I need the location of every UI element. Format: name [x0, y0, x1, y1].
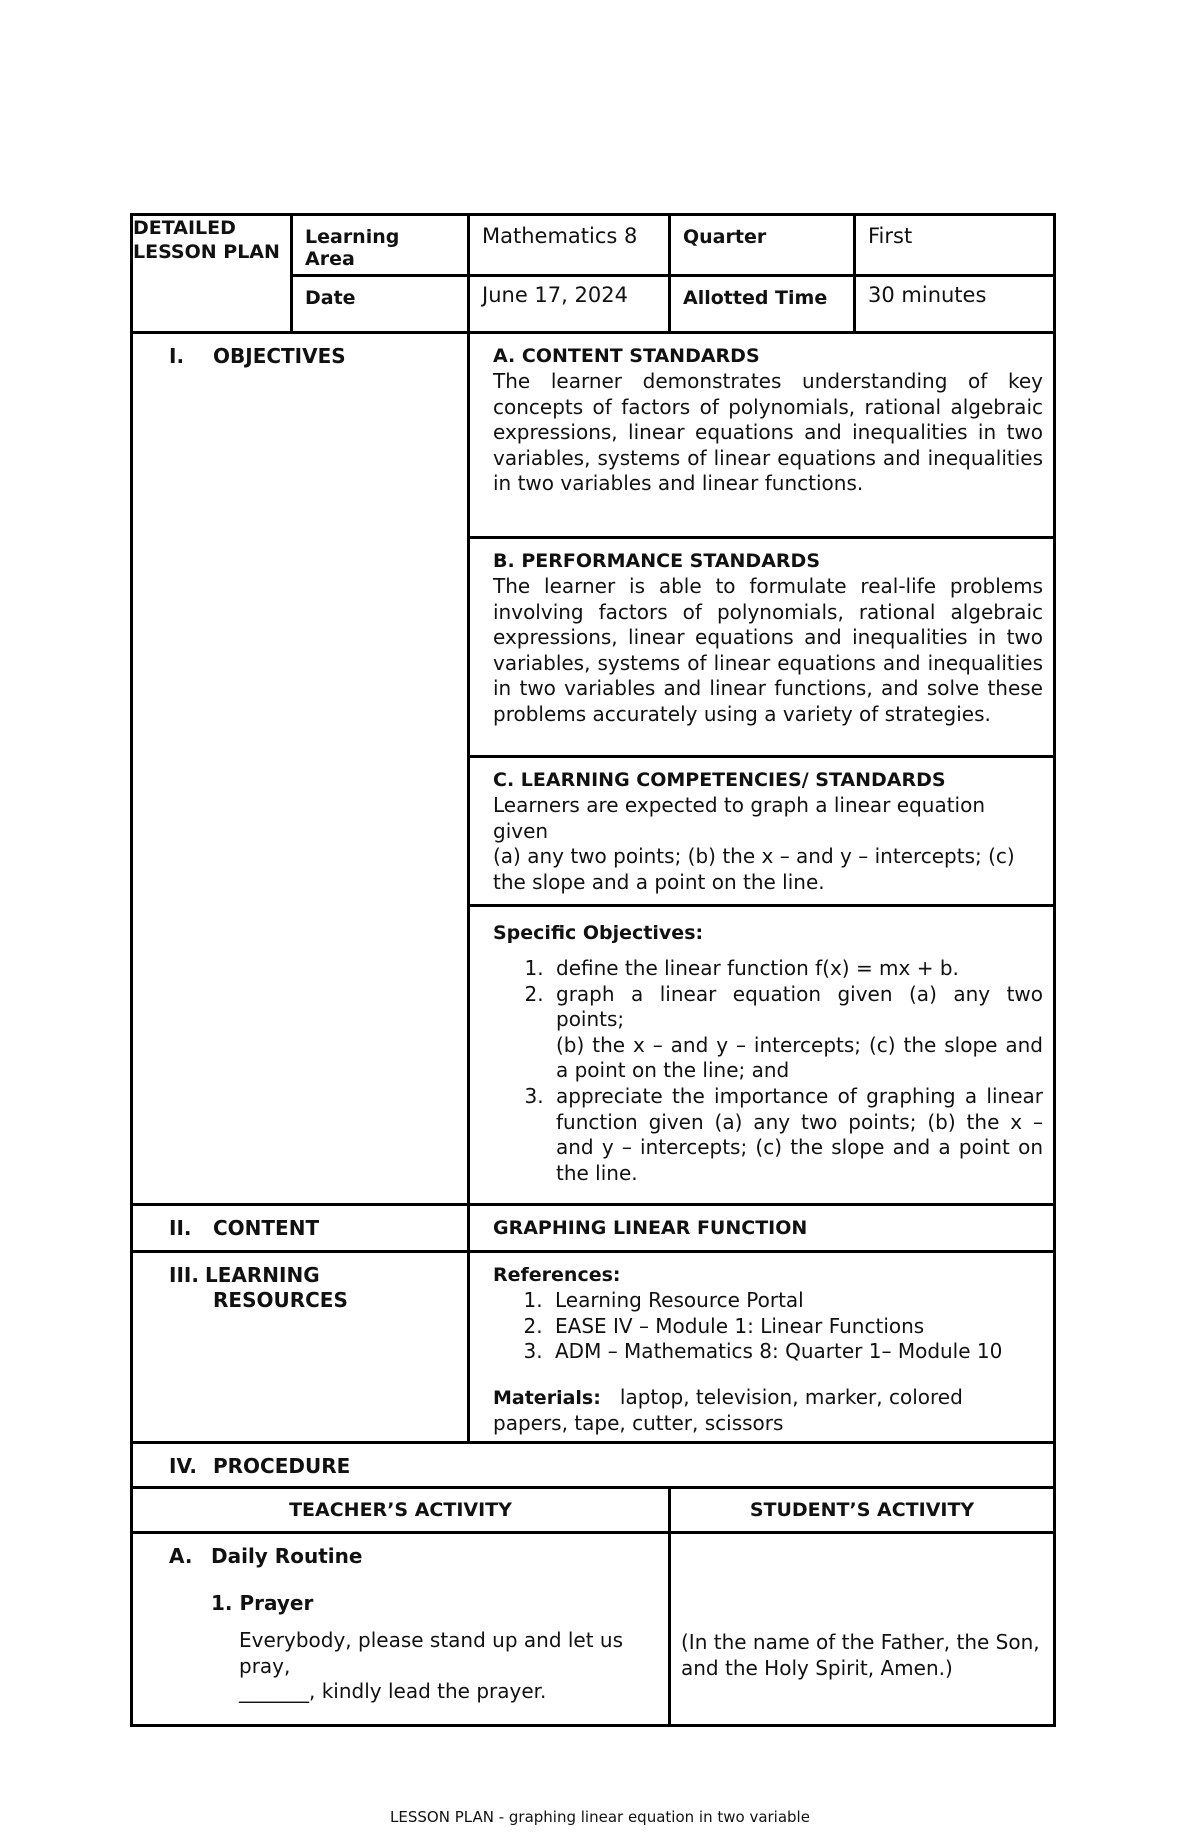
- list-item: 1. Learning Resource Portal: [549, 1288, 1043, 1314]
- prayer-heading: 1. Prayer: [211, 1590, 314, 1615]
- specific-objectives-list: [493, 956, 1043, 1186]
- performance-standards-title: B. PERFORMANCE STANDARDS: [493, 550, 820, 572]
- learning-area-label: Learning Area: [292, 215, 469, 276]
- list-item: 1. define the linear function f(x) = mx + b.: [550, 956, 1043, 982]
- competencies-line1: Learners are expected to graph a linear equation given: [493, 793, 986, 843]
- objectives-num: I.: [169, 344, 185, 368]
- competencies-cell: [469, 757, 1055, 906]
- content-label: CONTENT: [213, 1216, 320, 1240]
- quarter-label: Quarter: [670, 215, 855, 276]
- routine-num: A.: [169, 1543, 193, 1568]
- materials-label: Materials:: [493, 1386, 601, 1409]
- date-value: June 17, 2024: [469, 276, 670, 333]
- doc-type: DETAILED LESSON PLAN: [133, 217, 280, 263]
- date-label: Date: [292, 276, 469, 333]
- references-list: [493, 1288, 1043, 1365]
- page-footer: LESSON PLAN - graphing linear equation in two variable: [390, 1808, 810, 1826]
- specific-objectives-title: Specific Objectives:: [493, 922, 704, 944]
- objectives-label: OBJECTIVES: [213, 344, 346, 368]
- student-activity-heading: STUDENT’S ACTIVITY: [670, 1487, 1055, 1532]
- list-item: 3. appreciate the importance of graphing a linear function given (a) any two points; (b) the x – and y – intercepts; (c) the slope and a point on the line.: [550, 1084, 1043, 1186]
- materials: [493, 1385, 1043, 1437]
- performance-standards-text: The learner is able to formulate real-life problems involving factors of polynomials, rational algebraic expressions, linear equations and inequalities in two variables, systems of linear equations and inequalities in two variables and linear functions, and solve these problems accurately using a variety of strategies.: [493, 574, 1043, 726]
- references-title: References:: [493, 1264, 621, 1286]
- procedure-section-label: [132, 1442, 1055, 1487]
- content-standards-text: The learner demonstrates understanding of key concepts of factors of polynomials, rational algebraic expressions, linear equations and inequalities in two variables, systems of linear equations and inequalities in two variables and linear functions.: [493, 369, 1043, 496]
- prayer-teacher-line1: Everybody, please stand up and let us pray,: [239, 1627, 624, 1678]
- competencies-title: C. LEARNING COMPETENCIES/ STANDARDS: [493, 769, 946, 791]
- prayer-student-text: (In the name of the Father, the Son, and the Holy Spirit, Amen.): [681, 1629, 1040, 1680]
- procedure-num: IV.: [169, 1453, 197, 1478]
- quarter-value: First: [855, 215, 1055, 276]
- list-item: 2. graph a linear equation given (a) any two points; (b) the x – and y – intercepts; (c) the slope and a point on the line; and: [550, 982, 1043, 1084]
- prayer-teacher-text: [239, 1628, 658, 1705]
- resources-label-line2: RESOURCES: [213, 1288, 348, 1312]
- performance-standards-cell: [469, 538, 1055, 757]
- resources-label-line1: LEARNING: [205, 1263, 320, 1287]
- materials-text: laptop, television, marker, colored papers, tape, cutter, scissors: [493, 1384, 963, 1436]
- routine-label: Daily Routine: [211, 1543, 363, 1568]
- content-standards-cell: [469, 333, 1055, 538]
- resources-cell: [469, 1252, 1055, 1443]
- learning-area-value: Mathematics 8: [469, 215, 670, 276]
- daily-routine-heading: [169, 1544, 658, 1569]
- allotted-time-value: 30 minutes: [855, 276, 1055, 333]
- prayer-teacher-line2: _______, kindly lead the prayer.: [239, 1679, 547, 1704]
- list-item: 3. ADM – Mathematics 8: Quarter 1– Module 10: [549, 1339, 1043, 1365]
- content-value: GRAPHING LINEAR FUNCTION: [469, 1205, 1055, 1252]
- content-num: II.: [169, 1216, 192, 1240]
- resources-num: III.: [169, 1263, 199, 1287]
- doc-type-cell: [132, 215, 292, 333]
- teacher-activity-cell: [132, 1532, 670, 1725]
- allotted-time-label: Allotted Time: [670, 276, 855, 333]
- procedure-label: PROCEDURE: [213, 1453, 351, 1478]
- competencies-line2: (a) any two points; (b) the x – and y – intercepts; (c) the slope and a point on the line.: [493, 844, 1015, 894]
- teacher-activity-heading: TEACHER’S ACTIVITY: [132, 1487, 670, 1532]
- specific-objectives-cell: [469, 906, 1055, 1205]
- student-activity-cell: [670, 1532, 1055, 1725]
- content-standards-title: A. CONTENT STANDARDS: [493, 345, 760, 367]
- content-section-label: [132, 1205, 469, 1252]
- list-item: 2. EASE IV – Module 1: Linear Functions: [549, 1314, 1043, 1340]
- lesson-plan-table: [130, 213, 1056, 1727]
- objectives-section-label: [132, 333, 469, 1205]
- resources-section-label: [132, 1252, 469, 1443]
